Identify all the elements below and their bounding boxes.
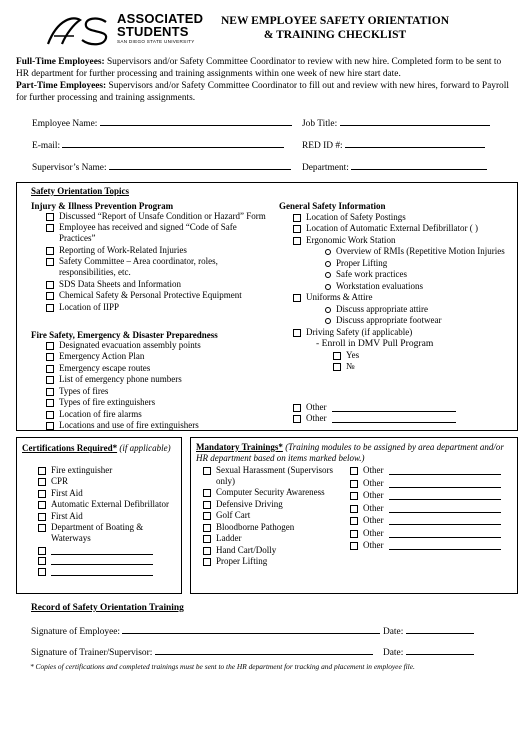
checkbox[interactable] xyxy=(38,490,46,498)
trainer-signature-field[interactable]: Signature of Trainer/Supervisor: xyxy=(31,645,373,659)
footnote: * Copies of certifications and completed trainings must be sent to the HR department for tracking and placement in employee file. xyxy=(30,662,415,671)
training-item[interactable]: Defensive Driving xyxy=(203,499,349,510)
checkbox[interactable] xyxy=(350,517,358,525)
training-other[interactable]: Other xyxy=(350,503,510,514)
certification-item[interactable]: Automatic External Defibrillator xyxy=(38,499,178,510)
blank-line[interactable] xyxy=(51,555,153,565)
checkbox[interactable] xyxy=(46,213,54,221)
injury-item[interactable]: Chemical Safety & Personal Protective Equipment xyxy=(46,290,274,301)
logo-subtitle: SAN DIEGO STATE UNIVERSITY xyxy=(117,39,195,44)
fire-heading: Fire Safety, Emergency & Disaster Preparedness xyxy=(31,330,218,340)
checkbox[interactable] xyxy=(46,292,54,300)
checkbox[interactable] xyxy=(46,411,54,419)
certifications-list xyxy=(38,465,178,576)
training-item[interactable]: Hand Cart/Dolly xyxy=(203,545,349,556)
document-title: NEW EMPLOYEE SAFETY ORIENTATION & TRAINING CHECKLIST xyxy=(220,15,449,41)
department-field[interactable]: Department: xyxy=(302,160,487,174)
general-other-2[interactable]: Other xyxy=(293,413,456,424)
employee-signature-field[interactable]: Signature of Employee: xyxy=(31,624,380,638)
email-field[interactable]: E-mail: xyxy=(32,138,284,152)
certification-item[interactable]: Department of Boating & Waterways xyxy=(38,522,178,544)
record-heading: Record of Safety Orientation Training xyxy=(31,603,184,613)
dmv-no-option[interactable]: № xyxy=(333,361,515,372)
checkbox[interactable] xyxy=(203,467,211,475)
checkbox[interactable] xyxy=(203,535,211,543)
fire-list xyxy=(46,340,274,432)
bullet xyxy=(325,272,331,278)
checkbox[interactable] xyxy=(46,281,54,289)
checkbox[interactable] xyxy=(293,404,301,412)
blank-line[interactable] xyxy=(51,566,153,576)
checkbox[interactable] xyxy=(293,225,301,233)
training-item[interactable]: Sexual Harassment (Supervisors only) xyxy=(203,465,349,487)
checkbox[interactable] xyxy=(38,557,46,565)
dmv-enroll-label: - Enroll in DMV Pull Program xyxy=(316,338,434,350)
checkbox[interactable] xyxy=(350,505,358,513)
general-item[interactable]: Location of Automatic External Defibrillator ( ) xyxy=(293,223,515,234)
checkbox[interactable] xyxy=(203,489,211,497)
checkbox[interactable] xyxy=(38,501,46,509)
general-item[interactable]: Uniforms & Attire xyxy=(293,292,515,303)
certification-blank[interactable] xyxy=(38,555,178,565)
trainer-date-field[interactable]: Date: xyxy=(383,645,474,659)
fire-item[interactable]: Emergency escape routes xyxy=(46,363,274,374)
checkbox[interactable] xyxy=(293,294,301,302)
certification-item[interactable]: First Aid xyxy=(38,488,178,499)
fire-item[interactable]: List of emergency phone numbers xyxy=(46,374,274,385)
general-subitem[interactable]: Proper Lifting xyxy=(325,258,515,269)
injury-item[interactable]: Discussed “Report of Unsafe Condition or Hazard” Form xyxy=(46,211,274,222)
checkbox[interactable] xyxy=(46,258,54,266)
injury-heading: Injury & Illness Prevention Program xyxy=(31,201,174,211)
checkbox[interactable] xyxy=(293,415,301,423)
training-other[interactable]: Other xyxy=(350,515,510,526)
checkbox[interactable] xyxy=(350,492,358,500)
training-other[interactable]: Other xyxy=(350,528,510,539)
checkbox[interactable] xyxy=(38,524,46,532)
certification-blank[interactable] xyxy=(38,545,178,555)
logo-name: ASSOCIATED STUDENTS xyxy=(117,11,204,39)
checkbox[interactable] xyxy=(38,467,46,475)
bullet xyxy=(325,307,331,313)
fire-item[interactable]: Types of fire extinguishers xyxy=(46,397,274,408)
associated-students-logo xyxy=(44,14,114,48)
general-item[interactable]: Ergonomic Work Station xyxy=(293,235,515,246)
bullet xyxy=(325,261,331,267)
mandatory-other-list xyxy=(350,465,510,553)
checkbox[interactable] xyxy=(293,214,301,222)
fire-item[interactable]: Location of fire alarms xyxy=(46,409,274,420)
training-other[interactable]: Other xyxy=(350,465,510,476)
general-subitem[interactable]: Overview of RMIs (Repetitive Motion Injuries xyxy=(325,246,515,257)
checkbox[interactable] xyxy=(350,542,358,550)
certification-item[interactable]: Fire extinguisher xyxy=(38,465,178,476)
checkbox[interactable] xyxy=(46,304,54,312)
checkbox[interactable] xyxy=(38,547,46,555)
safety-orientation-heading: Safety Orientation Topics xyxy=(31,186,130,196)
checkbox[interactable] xyxy=(203,524,211,532)
training-item[interactable]: Bloodborne Pathogen xyxy=(203,522,349,533)
general-other-1[interactable]: Other xyxy=(293,402,456,413)
checkbox[interactable] xyxy=(333,363,341,371)
injury-list xyxy=(46,211,274,313)
general-item[interactable]: Location of Safety Postings xyxy=(293,212,515,223)
checkbox[interactable] xyxy=(46,247,54,255)
general-subitem[interactable]: Discuss appropriate footwear xyxy=(325,315,515,326)
checkbox[interactable] xyxy=(46,388,54,396)
training-item[interactable]: Ladder xyxy=(203,533,349,544)
general-subitem[interactable]: Workstation evaluations xyxy=(325,281,515,292)
checkbox[interactable] xyxy=(38,478,46,486)
mandatory-list xyxy=(203,465,349,568)
injury-item[interactable]: Reporting of Work-Related Injuries xyxy=(46,245,274,256)
checkbox[interactable] xyxy=(350,480,358,488)
dmv-yes-option[interactable]: Yes xyxy=(333,350,515,361)
certification-item[interactable]: First Aid xyxy=(38,511,178,522)
checkbox[interactable] xyxy=(293,237,301,245)
checkbox[interactable] xyxy=(203,512,211,520)
checkbox[interactable] xyxy=(350,467,358,475)
injury-item[interactable]: Location of IIPP xyxy=(46,302,274,313)
general-subitem[interactable]: Safe work practices xyxy=(325,269,515,280)
checkbox[interactable] xyxy=(333,352,341,360)
injury-item[interactable]: Safety Committee – Area coordinator, roles, responsibilities, etc. xyxy=(46,256,274,278)
training-item[interactable]: Computer Security Awareness xyxy=(203,487,349,498)
checkbox[interactable] xyxy=(38,568,46,576)
instructions: Full-Time Employees: Supervisors and/or Safety Committee Coordinator to review with new hire. Completed form to be sent to HR department for further processing and training assignments within one week of new hire start date. Part-Time Employees: Supervisors and/or Safety Committee Coordinator to fill out and review with new hires, forward to Payroll for further processing and training assignments. xyxy=(16,57,509,103)
general-heading: General Safety Information xyxy=(279,201,386,211)
job-title-field[interactable]: Job Title: xyxy=(302,116,490,130)
certification-blank[interactable] xyxy=(38,566,178,576)
fire-item[interactable]: Types of fires xyxy=(46,386,274,397)
checkbox[interactable] xyxy=(46,422,54,430)
training-other[interactable]: Other xyxy=(350,490,510,501)
employee-name-field[interactable]: Employee Name: xyxy=(32,116,292,130)
bullet xyxy=(325,318,331,324)
checkbox[interactable] xyxy=(46,342,54,350)
general-list xyxy=(293,212,515,373)
employee-date-field[interactable]: Date: xyxy=(383,624,474,638)
bullet xyxy=(325,284,331,290)
checkbox[interactable] xyxy=(350,530,358,538)
red-id-field[interactable]: RED ID #: xyxy=(302,138,485,152)
fire-item[interactable]: Locations and use of fire extinguishers xyxy=(46,420,274,431)
checkbox[interactable] xyxy=(38,513,46,521)
training-item[interactable]: Proper Lifting xyxy=(203,556,349,567)
training-item[interactable]: Golf Cart xyxy=(203,510,349,521)
fire-item[interactable]: Designated evacuation assembly points xyxy=(46,340,274,351)
checkbox[interactable] xyxy=(46,365,54,373)
training-other[interactable]: Other xyxy=(350,478,510,489)
blank-line[interactable] xyxy=(51,545,153,555)
checkbox[interactable] xyxy=(46,353,54,361)
certification-item[interactable]: CPR xyxy=(38,476,178,487)
training-other[interactable]: Other xyxy=(350,540,510,551)
checkbox[interactable] xyxy=(46,224,54,232)
injury-item[interactable]: Employee has received and signed “Code of Safe Practices” xyxy=(46,222,274,244)
checkbox[interactable] xyxy=(46,399,54,407)
fire-item[interactable]: Emergency Action Plan xyxy=(46,351,274,362)
checkbox[interactable] xyxy=(293,329,301,337)
certifications-heading: Certifications Required* (if applicable) xyxy=(22,443,171,453)
checkbox[interactable] xyxy=(46,376,54,384)
supervisor-name-field[interactable]: Supervisor’s Name: xyxy=(32,160,291,174)
bullet xyxy=(325,249,331,255)
checkbox[interactable] xyxy=(203,547,211,555)
checkbox[interactable] xyxy=(203,558,211,566)
general-subitem[interactable]: Discuss appropriate attire xyxy=(325,304,515,315)
mandatory-heading: Mandatory Trainings* (Training modules to be assigned by area department and/or HR department based on items marked below.) xyxy=(196,442,504,463)
checkbox[interactable] xyxy=(203,501,211,509)
injury-item[interactable]: SDS Data Sheets and Information xyxy=(46,279,274,290)
general-item[interactable]: Driving Safety (if applicable) xyxy=(293,327,515,338)
